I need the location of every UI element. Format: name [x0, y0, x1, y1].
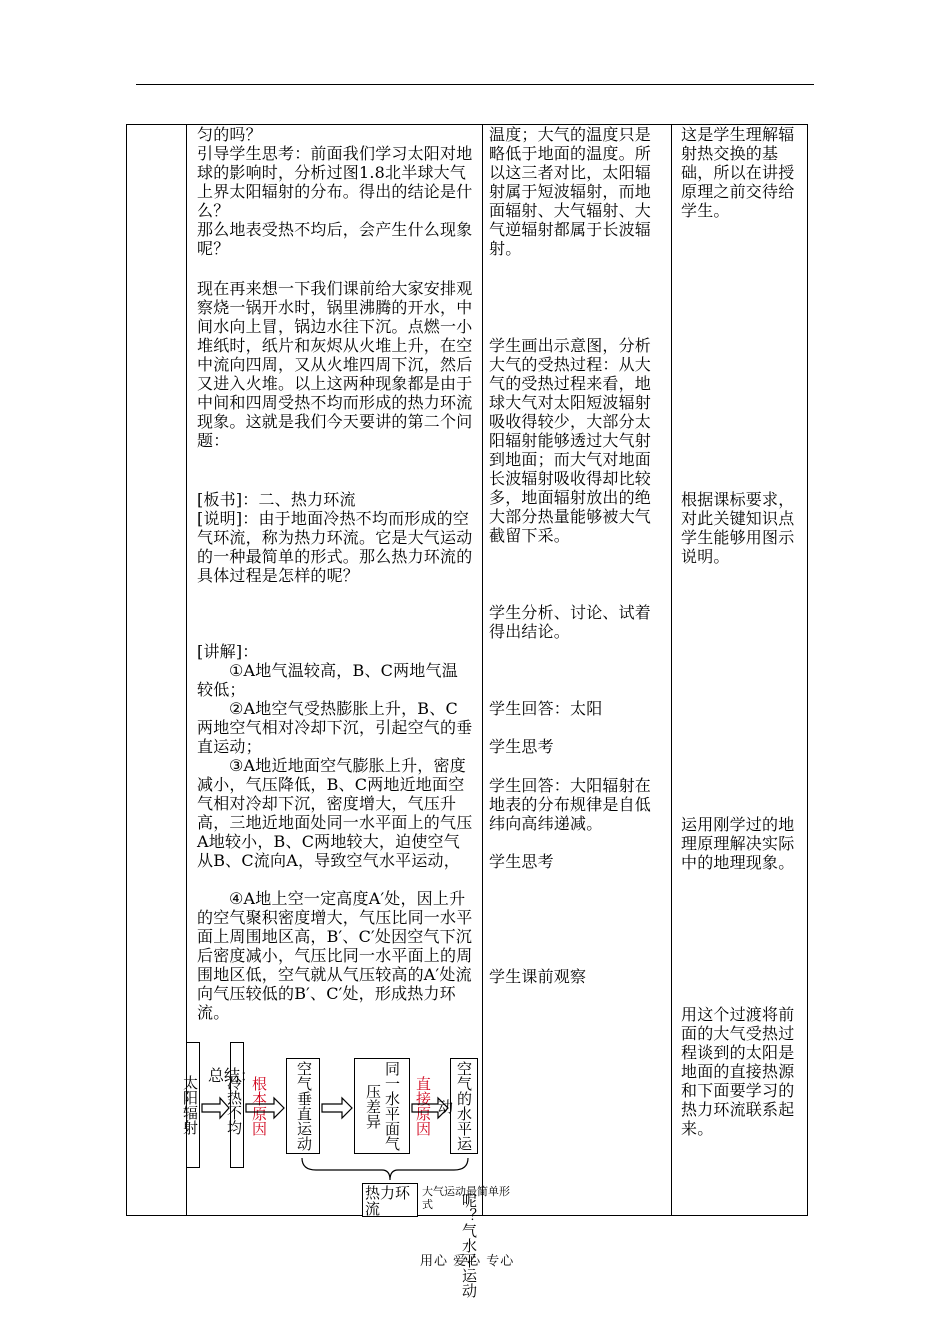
arrow-4: [412, 1098, 448, 1118]
box-label: 热力环流: [365, 1184, 411, 1218]
summary-text: 总结：: [208, 1066, 257, 1085]
board-heading: [板书]：二、热力环流: [197, 490, 356, 509]
arrow-1: [202, 1098, 229, 1118]
text-block: 学生分析、讨论、试着得出结论。: [489, 603, 652, 641]
text-block: 学生画出示意图，分析大气的受热过程：从大气的受热过程来看，地球大气对太阳短波辐射吸收得较少，大部分太阳辐射能够透过大气射到地面；而大气对地面长波辐射吸收得却比较多，地面辐射放出的绝大部分热量能够被大气截留下采。: [489, 336, 652, 545]
box-label: 冷热不均: [225, 1075, 243, 1135]
text-block: 那么地表受热不均后，会产生什么现象呢？: [197, 220, 473, 258]
text-block: 这是学生理解辐射热交换的基础，所以在讲授原理之前交待给学生。: [681, 125, 795, 220]
text-block: 运用刚学过的地理原理解决实际中的地理现象。: [681, 815, 795, 872]
text-block: [说明]：由于地面冷热不均而形成的空气环流，称为热力环流。它是大气运动的一种最简单的形式。那么热力环流的具体过程是怎样的呢？: [197, 509, 473, 585]
label-text: 直接原因: [414, 1076, 432, 1136]
note-text: 大气运动最简单形式: [422, 1185, 510, 1211]
page-footer: [420, 1250, 514, 1269]
box-label: 太阳辐射: [181, 1075, 199, 1135]
text-block: 引导学生思考：前面我们学习太阳对地球的影响时，分析过图1.8北半球大气上界太阳辐射的分布。得出的结论是什么？: [197, 144, 473, 220]
overflow-label: 呢？气水平运动: [460, 1192, 478, 1298]
text-block: ③A地近地面空气膨胀上升，密度减小，气压降低，B、C两地近地面空气相对冷却下沉，密度增大，气压升高，三地近地面处同一水平面上的气压A地较小，B、C两地较大，迫使空气从B、C流向A，导致空气水平运动，: [197, 756, 473, 870]
text-block: ④A地上空一定高度A′处，因上升的空气聚积密度增大，气压比同一水平面上周围地区高，B′、C′处因空气下沉后密度减小，气压比同一水平面上的周围地区低，空气就从气压较高的A′处流向气压较低的B′、C′处，形成热力环流。: [197, 889, 473, 1022]
text-block: ①A地气温较高，B、C两地气温较低；: [197, 661, 458, 699]
footer-text: 用心 爱心 专心: [420, 1254, 515, 1269]
arrow-3: [322, 1098, 352, 1118]
text-block: 匀的吗？: [197, 125, 262, 144]
text-block: 温度；大气的温度只是略低于地面的温度。所以这三者对比，太阳辐射属于短波辐射，而地面辐射、大气辐射、大气逆辐射都属于长波辐射。: [489, 125, 652, 258]
text-block: 学生课前观察: [489, 967, 587, 986]
summary-brace: [302, 1158, 468, 1180]
text-block: 学生回答：太阳: [489, 699, 603, 718]
arrow-2: [246, 1098, 284, 1118]
overflow-text: [458, 1160, 478, 1330]
box-label: 同一水平面气压差异: [364, 1061, 401, 1151]
text-block: 学生思考: [489, 737, 554, 756]
text-block: 现在再来想一下我们课前给大家安排观察烧一锅开水时，锅里沸腾的开水，中间水向上冒，锅边水往下沉。点燃一小堆纸时，纸片和灰烬从火堆上升，在空中流向四周，又从火堆四周下沉，然后又进入火堆。以上这两种现象都是由于中间和四周受热不均而形成的热力环流现象。这就是我们今天要讲的第二个问题：: [197, 279, 473, 450]
text-block: 用这个过渡将前面的大气受热过程谈到的太阳是地面的直接热源和下面要学习的热力环流联系起来。: [681, 1005, 795, 1138]
table-divider-3: [671, 125, 672, 1215]
label-text: 根本原因: [250, 1076, 268, 1136]
box-label: 空气的水平运动: [436, 1061, 473, 1151]
text-block: ②A地空气受热膨胀上升，B、C两地空气相对冷却下沉，引起空气的垂直运动；: [197, 699, 473, 756]
text-block: [讲解]：: [197, 642, 259, 661]
text-block: 学生思考: [489, 852, 554, 871]
box-label: 空气垂直运动: [295, 1061, 313, 1151]
text-block: 学生回答：大阳辐射在地表的分布规律是自低纬向高纬递减。: [489, 776, 652, 833]
header-rule: [136, 84, 814, 85]
text-block: 根据课标要求，对此关键知识点学生能够用图示说明。: [681, 490, 795, 566]
